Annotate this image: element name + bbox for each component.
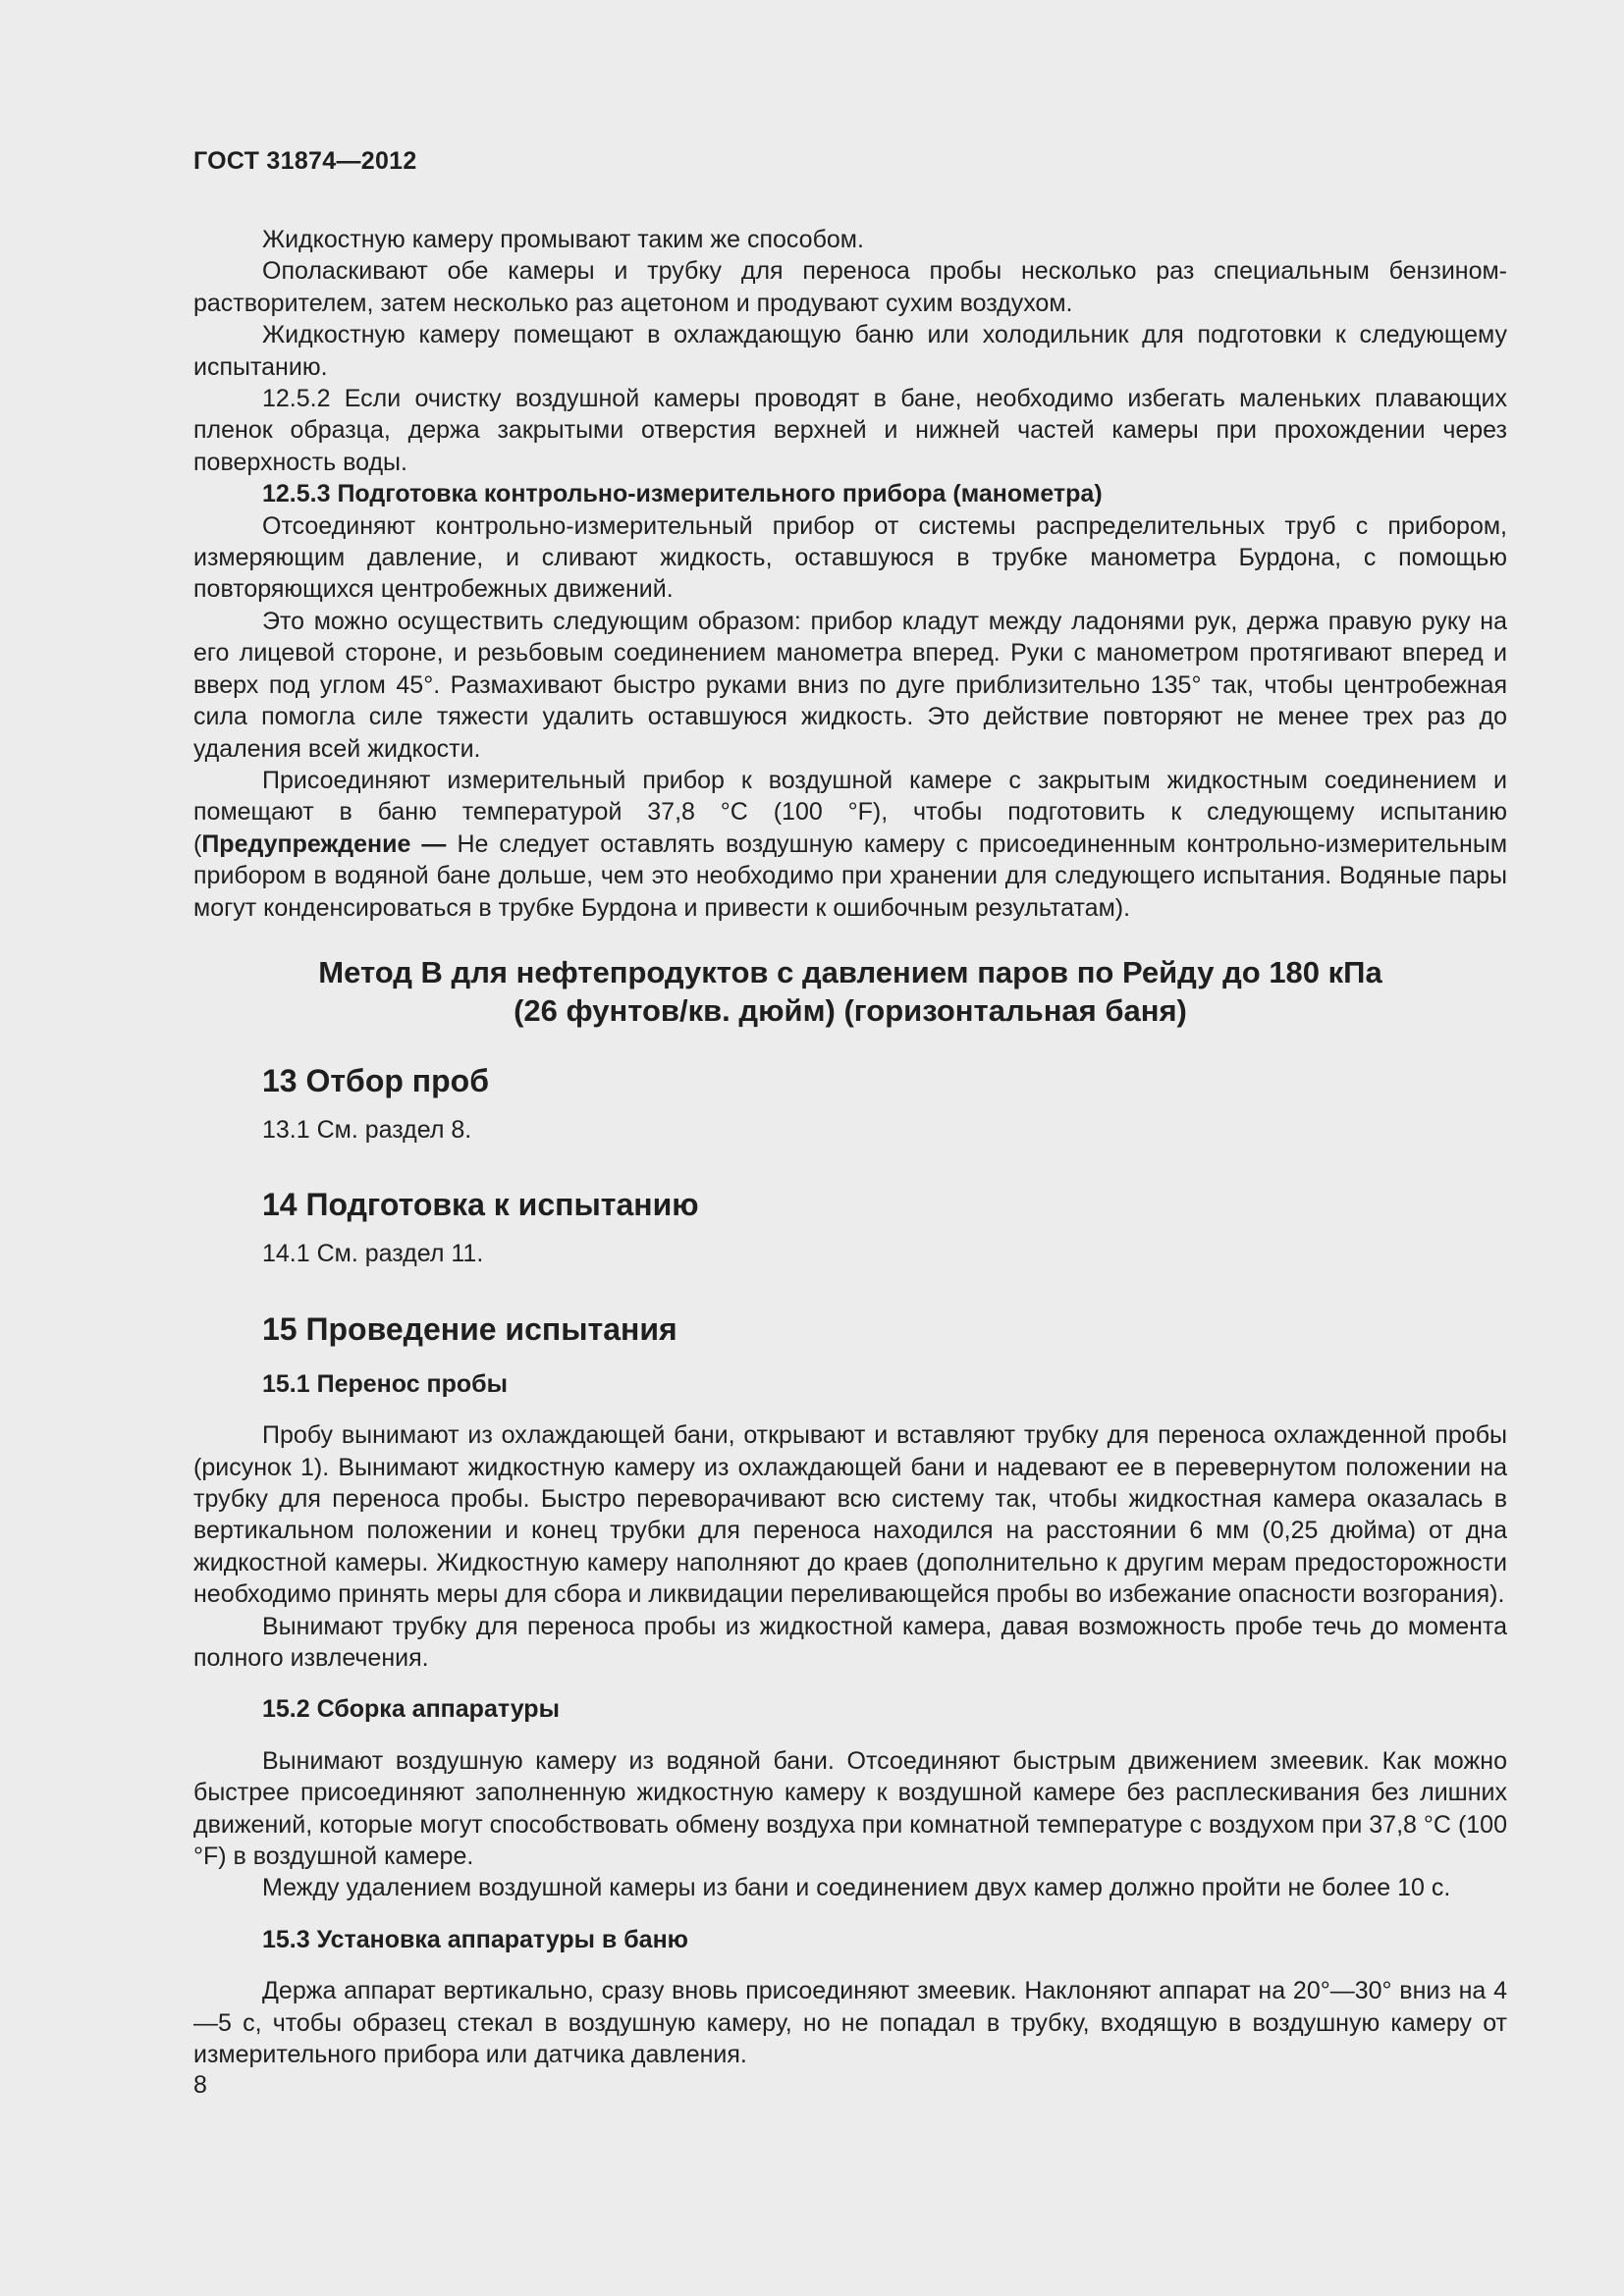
subsection-heading-15-2: 15.2 Сборка аппаратуры (262, 1695, 560, 1724)
method-title-line: (26 фунтов/кв. дюйм) (горизонтальная баня) (514, 992, 1187, 1028)
section-heading-14: 14 Подготовка к испытанию (262, 1187, 699, 1223)
paragraph: Отсоединяют контрольно-измерительный прибор от системы распределительных труб с прибором, измеряющим давление, и сливают жидкость, оставшуюся в трубке манометра Бурдона, с помощью повторяющихся центробежных движений. (193, 511, 1507, 604)
warning-text-start: Присоединяют измерительный прибор к воздушной камере с закрытым жидкостным соединением и помещают в баню температурой 37,8 °С (100 °F), чтобы подготовить к следующему испытанию ( (193, 766, 1507, 858)
paragraph: Пробу вынимают из охлаждающей бани, открывают и вставляют трубку для переноса охлажденной пробы (рисунок 1). Вынимают жидкостную камеру из охлаждающей бани и надевают ее в перевернутом положении на трубку для переноса пробы. Быстро переворачивают всю систему так, чтобы жидкостная камера оказалась в вертикальном положении и конец трубки для переноса находился на расстоянии 6 мм (0,25 дюйма) от дна жидкостной камеры. Жидкостную камеру наполняют до краев (дополнительно к другим мерам предосторожности необходимо принять меры для сбора и ликвидации переливающейся пробы во избежание опасности возгорания). (193, 1421, 1507, 1609)
subsection-heading-12-5-3: 12.5.3 Подготовка контрольно-измерительного прибора (манометра) (262, 480, 1103, 508)
paragraph: Это можно осуществить следующим образом: прибор кладут между ладонями рук, держа правую руку на его лицевой стороне, и резьбовым соединением манометра вперед. Руки с манометром протягивают вперед и вверх под углом 45°. Размахивают быстро руками вниз по дуге приблизительно 135° так, чтобы центробежная сила помогла силе тяжести удалить оставшуюся жидкость. Это действие повторяют не менее трех раз до удаления всей жидкости. (193, 607, 1507, 763)
warning-label: Предупреждение — (201, 829, 447, 858)
section-heading-15: 15 Проведение испытания (262, 1310, 677, 1347)
section-line: 14.1 См. раздел 11. (262, 1240, 484, 1268)
warning-paragraph (193, 765, 1507, 924)
paragraph: Ополаскивают обе камеры и трубку для переноса пробы несколько раз специальным бензином-растворителем, затем несколько раз ацетоном и продувают сухим воздухом. (193, 257, 1507, 317)
paragraph: Жидкостную камеру промывают таким же способом. (262, 226, 864, 253)
paragraph: Держа аппарат вертикально, сразу вновь присоединяют змеевик. Наклоняют аппарат на 20°—30° вниз на 4—5 с, чтобы образец стекал в воздушную камеру, но не попадал в трубку, входящую в воздушную камеру от измерительного прибора или датчика давления. (193, 1977, 1507, 2069)
paragraph: Вынимают воздушную камеру из водяной бани. Отсоединяют быстрым движением змеевик. Как можно быстрее присоединяют заполненную жидкостную камеру к воздушной камере без расплескивания без лишних движений, которые могут способствовать обмену воздуха при комнатной температуре с воздухом при 37,8 °С (100 °F) в воздушной камере. (193, 1746, 1507, 1871)
section-heading-13: 13 Отбор проб (262, 1062, 489, 1098)
method-title (193, 953, 1507, 1030)
section-line: 13.1 См. раздел 8. (262, 1115, 472, 1144)
paragraph: Жидкостную камеру помещают в охлаждающую баню или холодильник для подготовки к следующему испытанию. (193, 321, 1507, 381)
subsection-heading-15-1: 15.1 Перенос пробы (262, 1369, 508, 1398)
paragraph: Между удалением воздушной камеры из бани и соединением двух камер должно пройти не более 10 с. (262, 1874, 1451, 1902)
method-title-line: Метод В для нефтепродуктов с давлением паров по Рейду до 180 кПа (318, 954, 1382, 989)
subsection-heading-15-3: 15.3 Установка аппаратуры в баню (262, 1925, 689, 1953)
document-header: ГОСТ 31874—2012 (193, 147, 417, 175)
warning-text-end: Не следует оставлять воздушную камеру с присоединенным контрольно-измерительным прибором в водяной бане дольше, чем это необходимо при хранении для следующего испытания. Водяные пары могут конденсироваться в трубке Бурдона и привести к ошибочным результатам). (193, 829, 1508, 922)
page-number: 8 (193, 2071, 207, 2099)
document-body (193, 224, 1507, 2070)
paragraph: 12.5.2 Если очистку воздушной камеры проводят в бане, необходимо избегать маленьких плавающих пленок образца, держа закрытыми отверстия верхней и нижней частей камеры при прохождении через поверхность воды. (193, 385, 1507, 476)
paragraph: Вынимают трубку для переноса пробы из жидкостной камера, давая возможность пробе течь до момента полного извлечения. (193, 1612, 1507, 1672)
